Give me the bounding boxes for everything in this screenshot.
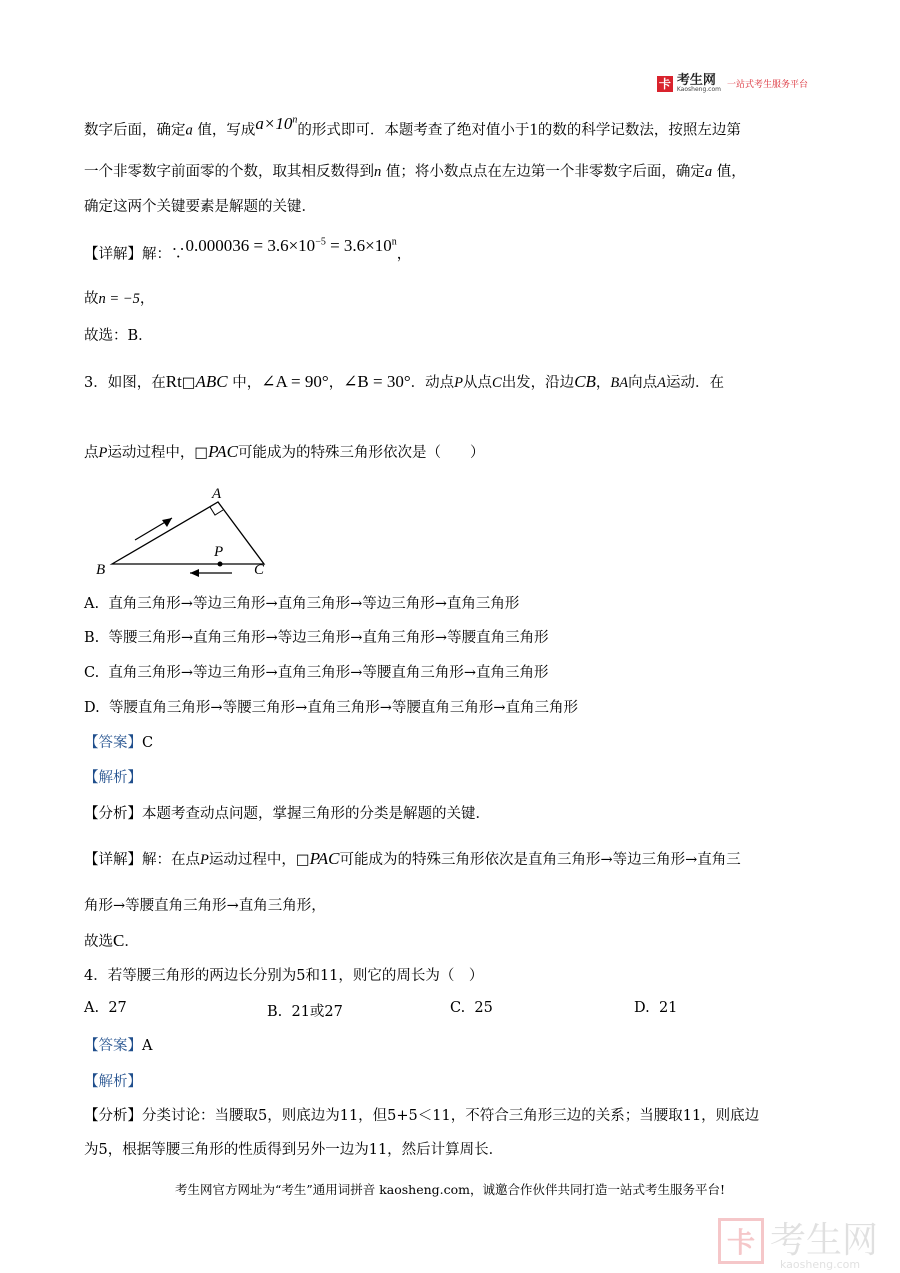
- fenxi-text: 分类讨论：当腰取5，则底边为11，但5+5＜11，不符合三角形三边的关系；当腰取11，则底边: [142, 1108, 760, 1124]
- option-text: 25: [474, 1000, 493, 1016]
- math-var: P: [200, 852, 209, 868]
- text-span: 点: [84, 445, 99, 461]
- math-var: a: [704, 164, 713, 180]
- q3-detail-line-2: 角形→等腰直角三角形→直角三角形，: [84, 898, 326, 914]
- math-var: ABC: [195, 372, 228, 391]
- q3-option-c: [84, 663, 549, 683]
- text-span: ．动点: [410, 375, 455, 391]
- page-footer: 考生网官方网址为“考生”通用词拼音 kaosheng.com，诚邀合作伙伴共同打造一站式考生服务平台!: [174, 1182, 726, 1197]
- math-var: PAC: [309, 849, 340, 868]
- triangle-symbol: □: [295, 852, 310, 868]
- text-span: 解：在点: [142, 852, 200, 868]
- math-var: BA: [610, 375, 629, 391]
- right-angle-mark: [210, 507, 223, 515]
- text-span: 可能成为的特殊三角形依次是直角三角形→等边三角形→直角三: [339, 852, 741, 868]
- text-span: 值，: [712, 164, 746, 180]
- fenxi-tag: 【分析】: [84, 1108, 142, 1124]
- math-var: P: [454, 375, 464, 391]
- label-a: A: [212, 486, 222, 502]
- option-letter: C.: [84, 665, 100, 681]
- option-text: 直角三角形→等边三角形→直角三角形→等腰直角三角形→直角三角形: [108, 665, 549, 681]
- detail-tag: 【详解】: [84, 246, 142, 263]
- triangle-symbol: □: [194, 445, 209, 461]
- detail-tag: 【详解】: [84, 852, 142, 868]
- text-span: ，: [139, 291, 155, 307]
- text-line-5: [84, 289, 154, 309]
- text-span: 一个非零数字前面零的个数，取其相反数得到: [84, 164, 374, 180]
- option-text: 直角三角形→等边三角形→直角三角形→等边三角形→直角三角形: [108, 596, 520, 612]
- q3-stem-line-1: [84, 372, 724, 393]
- text-span: 的形式即可．本题考查了绝对值小于: [297, 122, 530, 139]
- option-letter: B.: [84, 630, 100, 646]
- text-span: 3．如图，在: [84, 375, 166, 391]
- text-span: 数字后面，确定: [84, 122, 186, 139]
- text-line-6: 故选：B．: [84, 328, 153, 344]
- text-span: ，: [396, 246, 412, 263]
- text-span: 运动．在: [666, 375, 724, 391]
- math-var: a: [185, 122, 193, 139]
- option-letter: C.: [450, 1000, 466, 1016]
- answer-tag: 【答案】: [84, 735, 142, 751]
- text-line-2: [84, 162, 746, 182]
- text-span: 故选: [84, 934, 113, 950]
- logo-name: 考生网: [676, 73, 716, 88]
- formula-part: = 3.6×10: [325, 235, 392, 255]
- option-text: 21或27: [291, 1004, 343, 1020]
- formula-exponent: −5: [315, 236, 326, 247]
- q3-option-d: [84, 698, 578, 718]
- triangle-abc: [112, 502, 264, 564]
- text-line-4: [84, 235, 412, 265]
- math-var: n: [374, 164, 382, 180]
- q4-option-c: [450, 1000, 493, 1016]
- text-span: 中，: [227, 375, 262, 391]
- q4-option-b: [267, 1000, 343, 1021]
- q4-option-a: [84, 1000, 127, 1016]
- text-span: ，: [595, 375, 611, 391]
- answer-tag: 【答案】: [84, 1038, 142, 1054]
- option-letter: D.: [84, 700, 100, 716]
- math-text: Rt: [165, 372, 182, 391]
- watermark-logo-icon: 卡: [718, 1218, 764, 1264]
- q3-answer: [84, 733, 153, 753]
- formula: [186, 236, 397, 255]
- option-text: 27: [108, 1000, 127, 1016]
- text-span: 解：∵: [142, 246, 186, 263]
- logo-slogan: 一站式考生服务平台: [726, 80, 808, 90]
- text-span: ．: [124, 934, 139, 950]
- label-p: P: [214, 544, 224, 560]
- option-text: 等腰三角形→直角三角形→等边三角形→直角三角形→等腰直角三角形: [108, 630, 549, 646]
- q4-analysis-tag: 【解析】: [84, 1074, 142, 1090]
- q4-answer: [84, 1036, 152, 1056]
- text-span: 值；将小数点点在左边第一个非零数字后面，确定: [381, 164, 705, 180]
- option-text: 21: [658, 1000, 678, 1016]
- q3-option-b: [84, 628, 549, 648]
- option-letter: D.: [634, 1000, 650, 1016]
- q3-stem-line-2: [84, 442, 484, 463]
- option-letter: A.: [84, 596, 100, 612]
- text-span: 故: [84, 291, 99, 307]
- answer-value: A: [142, 1038, 153, 1054]
- math-text: C: [113, 931, 125, 950]
- q4-fenxi-line-1: [84, 1106, 759, 1126]
- text-line-3: 确定这两个关键要素是解题的关键．: [84, 199, 316, 215]
- triangle-symbol: □: [181, 375, 196, 391]
- math-var: P: [98, 445, 108, 461]
- option-text: 等腰直角三角形→等腰三角形→直角三角形→等腰直角三角形→直角三角形: [108, 700, 579, 716]
- q4-fenxi-line-2: 为5，根据等腰三角形的性质得到另外一边为11，然后计算周长．: [84, 1142, 504, 1158]
- header-logo: [657, 74, 808, 93]
- option-letter: A.: [84, 1000, 100, 1016]
- math-var: A: [657, 375, 666, 391]
- text-span: 值，写成: [192, 122, 256, 139]
- math-var: C: [492, 375, 502, 391]
- math-number: 1: [529, 119, 538, 139]
- text-span: 向点: [628, 375, 658, 391]
- formula-base: a×10: [255, 113, 293, 133]
- logo-text-block: [677, 74, 721, 93]
- answer-value: C: [142, 735, 154, 751]
- formula: n = −5: [98, 291, 140, 307]
- logo-url: Kaosheng.com: [676, 86, 721, 93]
- formula-exponent: n: [292, 114, 298, 125]
- point-p: [218, 562, 223, 567]
- text-span: 运动过程中，: [107, 445, 195, 461]
- text-span: 可能成为的特殊三角形依次是（ ）: [237, 445, 485, 461]
- option-letter: B.: [267, 1004, 283, 1020]
- math-var: CB: [574, 372, 596, 391]
- q4-stem: 4．若等腰三角形的两边长分别为5和11，则它的周长为（ ）: [84, 968, 484, 984]
- formula-part: 0.000036 = 3.6×10: [185, 235, 316, 255]
- formula: ∠B = 30°: [343, 372, 411, 391]
- text-line-1: [84, 113, 741, 141]
- q3-detail-line-3: [84, 931, 139, 952]
- logo-mark-icon: 卡: [658, 77, 671, 91]
- label-c: C: [254, 562, 265, 578]
- triangle-figure: [90, 480, 280, 580]
- text-span: 出发，沿边: [501, 375, 575, 391]
- watermark: [718, 1218, 879, 1271]
- watermark-url: kaosheng.com: [780, 1258, 861, 1271]
- fenxi-text: 本题考查动点问题，掌握三角形的分类是解题的关键．: [142, 806, 490, 822]
- formula-exponent: n: [391, 236, 397, 247]
- fenxi-tag: 【分析】: [84, 806, 142, 822]
- label-b: B: [96, 562, 106, 578]
- text-span: 的数的科学记数法，按照左边第: [537, 122, 741, 139]
- formula: [255, 114, 297, 133]
- q3-fenxi: [84, 804, 490, 824]
- text-span: 从点: [463, 375, 493, 391]
- text-span: 运动过程中，: [208, 852, 296, 868]
- arrow-head-cb: [190, 569, 199, 577]
- math-var: PAC: [208, 442, 238, 461]
- q4-option-d: [634, 1000, 677, 1016]
- formula: ∠A = 90°: [261, 372, 329, 391]
- text-span: ，: [328, 375, 344, 391]
- q3-detail-line-1: [84, 849, 741, 870]
- q3-option-a: [84, 594, 519, 614]
- watermark-text: 考生网: [770, 1220, 879, 1261]
- q3-analysis-tag: 【解析】: [84, 770, 142, 786]
